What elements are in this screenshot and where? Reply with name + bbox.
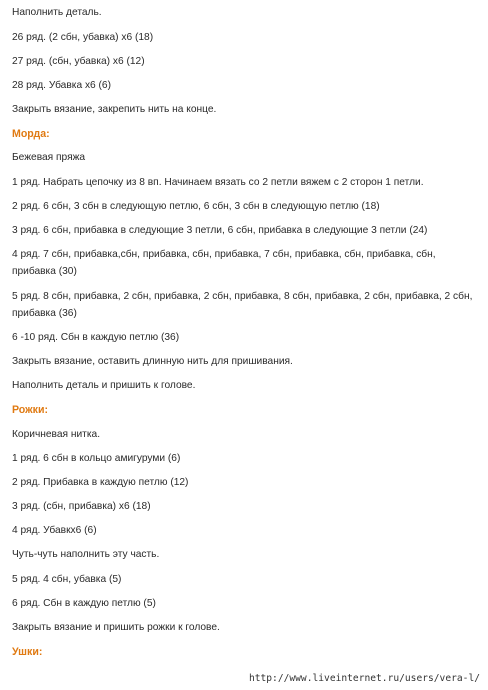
text-line: 6 -10 ряд. Сбн в каждую петлю (36) [12, 332, 180, 343]
text-line: 1 ряд. 6 сбн в кольцо амигуруми (6) [12, 453, 181, 464]
text-line: Наполнить деталь и пришить к голове. [12, 380, 196, 391]
text-line: 2 ряд. 6 сбн, 3 сбн в следующую петлю, 6 сбн, 3 сбн в следующую петлю (18) [12, 201, 380, 212]
text-line: Закрыть вязание, закрепить нить на конце. [12, 104, 217, 115]
section-heading-ushki: Ушки: [12, 646, 43, 658]
text-line: 6 ряд. Сбн в каждую петлю (5) [12, 598, 156, 609]
text-line: Наполнить деталь. [12, 7, 102, 18]
text-line: 3 ряд. (сбн, прибавка) х6 (18) [12, 501, 151, 512]
text-line: Коричневая нитка. [12, 429, 101, 440]
text-line: Закрыть вязание и пришить рожки к голове. [12, 622, 220, 633]
text-paragraph: 5 ряд. 8 сбн, прибавка, 2 сбн, прибавка, 2 сбн, прибавка, 8 сбн, прибавка, 2 сбн, прибавка, 2 сбн, прибавка (36) [12, 291, 473, 319]
source-url-watermark: http://www.liveinternet.ru/users/vera-l/ [248, 673, 480, 684]
text-line: Закрыть вязание, оставить длинную нить для пришивания. [12, 356, 293, 367]
text-line: 1 ряд. Набрать цепочку из 8 вп. Начинаем вязать со 2 петли вяжем с 2 сторон 1 петли. [12, 177, 424, 188]
section-heading-rozhki: Рожки: [12, 404, 48, 416]
text-line: 2 ряд. Прибавка в каждую петлю (12) [12, 477, 189, 488]
text-line: 3 ряд. 6 сбн, прибавка в следующие 3 петли, 6 сбн, прибавка в следующие 3 петли (24) [12, 225, 428, 236]
section-heading-morda: Морда: [12, 128, 50, 140]
text-paragraph: 4 ряд. 7 сбн, прибавка,сбн, прибавка, сбн, прибавка, 7 сбн, прибавка, сбн, прибавка, сбн, прибавка (30) [12, 249, 436, 277]
text-line: Бежевая пряжа [12, 152, 86, 163]
text-line: 27 ряд. (сбн, убавка) х6 (12) [12, 56, 145, 67]
text-line: 5 ряд. 4 сбн, убавка (5) [12, 574, 122, 585]
text-line: 28 ряд. Убавка х6 (6) [12, 80, 111, 91]
text-line: 26 ряд. (2 сбн, убавка) х6 (18) [12, 32, 154, 43]
text-line: 4 ряд. Убавкх6 (6) [12, 525, 97, 536]
text-line: Чуть-чуть наполнить эту часть. [12, 549, 160, 560]
